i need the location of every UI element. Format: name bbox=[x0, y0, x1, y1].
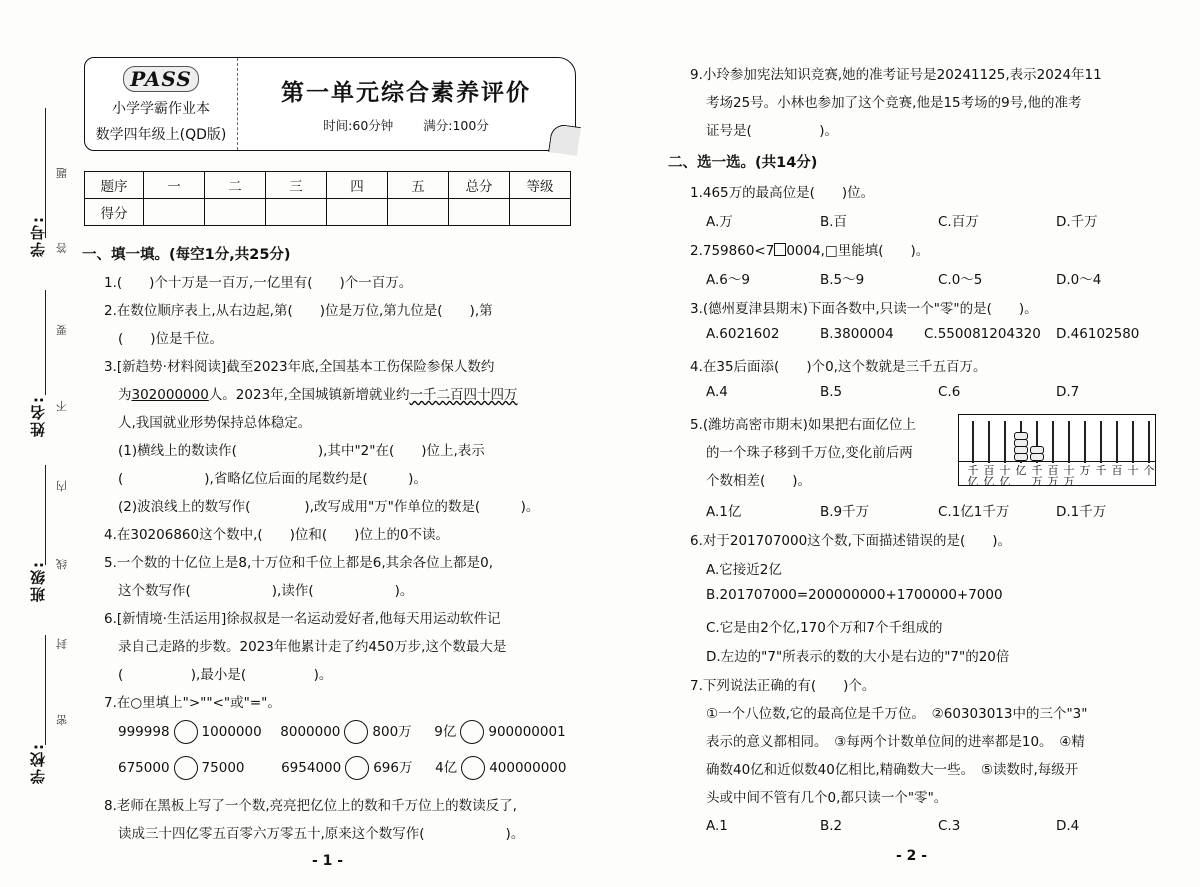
student-id-label: 学号: bbox=[29, 215, 47, 257]
choice-1: 1.465万的最高位是( )位。 bbox=[690, 185, 875, 201]
option[interactable]: D.左边的"7"所表示的数的大小是右边的"7"的20倍 bbox=[706, 649, 1010, 665]
blank-box bbox=[774, 243, 786, 256]
exam-header bbox=[84, 57, 576, 151]
option[interactable]: B.5～9 bbox=[820, 272, 865, 288]
question-text: 2.759860<7 bbox=[690, 243, 775, 259]
abacus-rod bbox=[1052, 421, 1054, 463]
abacus-diagram bbox=[958, 414, 1156, 486]
abacus-rod bbox=[1004, 421, 1006, 463]
option[interactable]: D.46102580 bbox=[1056, 326, 1140, 342]
option[interactable]: D.7 bbox=[1056, 384, 1080, 400]
question-5-cont: 这个数写作( ),读作( )。 bbox=[118, 583, 414, 599]
question-text: 徐叔叔是一名运动爱好者,他每天用运动软件记 bbox=[226, 611, 501, 627]
brand-panel bbox=[85, 58, 238, 150]
choice-5-line2: 的一个珠子移到千万位,变化前后两 bbox=[706, 445, 913, 461]
choice-3-options bbox=[706, 326, 1139, 342]
option[interactable]: A.万 bbox=[706, 214, 733, 230]
class-label: 班级: bbox=[29, 560, 47, 602]
seal-word: 不 bbox=[56, 399, 67, 412]
option[interactable]: B.3800004 bbox=[820, 326, 894, 342]
abacus-bead bbox=[1014, 453, 1028, 461]
underlined-number: 302000000 bbox=[131, 387, 209, 403]
option[interactable]: C.百万 bbox=[938, 214, 979, 230]
abacus-rod bbox=[1148, 421, 1150, 463]
compare-row-1 bbox=[118, 720, 566, 744]
choice-5: 5.(潍坊高密市期末)如果把右面亿位上 bbox=[690, 417, 916, 433]
seal-word: 内 bbox=[56, 479, 67, 492]
abacus-place-label: 千亿 bbox=[967, 464, 979, 488]
abacus-place-label: 十万 bbox=[1063, 464, 1075, 488]
abacus-rod bbox=[1100, 421, 1102, 463]
compare-right: 900000001 bbox=[488, 724, 566, 740]
abacus-rod bbox=[988, 421, 990, 463]
binding-line bbox=[45, 290, 46, 395]
compare-circle[interactable] bbox=[174, 756, 198, 780]
grade-label: 数学四年级上(QD版) bbox=[95, 127, 227, 143]
choice-7-statements: 确数40亿和近似数40亿相比,精确数大一些。 ⑤读数时,每级开 bbox=[706, 762, 1079, 778]
option[interactable]: D.1千万 bbox=[1056, 504, 1107, 520]
question-6-line2: 录自己走路的步数。2023年他累计走了约450万步,这个数最大是 bbox=[118, 639, 507, 655]
tag-new-trend: 新趋势·材料阅读 bbox=[122, 359, 221, 375]
abacus-place-label: 千万 bbox=[1031, 464, 1043, 488]
question-9: 9.小玲参加宪法知识竞赛,她的准考证号是20241125,表示2024年11 bbox=[690, 67, 1102, 83]
table-cell: 等级 bbox=[510, 172, 571, 199]
choice-7: 7.下列说法正确的有( )个。 bbox=[690, 678, 876, 694]
compare-right: 75000 bbox=[201, 760, 245, 776]
section-1-title: 一、填一填。(每空1分,共25分) bbox=[82, 247, 291, 263]
score-input-cell[interactable] bbox=[144, 199, 205, 226]
compare-left: 8000000 bbox=[280, 724, 341, 740]
abacus-bead bbox=[1014, 432, 1028, 440]
question-5: 5.一个数的十亿位上是8,十万位和千位上都是6,其余各位上都是0, bbox=[104, 555, 494, 571]
seal-word: 封 bbox=[56, 637, 67, 650]
option[interactable]: A.1亿 bbox=[706, 504, 742, 520]
pass-logo: PASS bbox=[123, 66, 199, 92]
choice-2 bbox=[690, 239, 929, 259]
compare-circle[interactable] bbox=[174, 720, 198, 744]
binding-line bbox=[45, 635, 46, 745]
question-7: 7.在○里填上">""<"或"="。 bbox=[104, 695, 281, 711]
option[interactable]: B.9千万 bbox=[820, 504, 870, 520]
question-number: 6. bbox=[104, 611, 117, 627]
option[interactable]: C.0～5 bbox=[938, 272, 983, 288]
exam-meta bbox=[237, 116, 575, 134]
choice-6: 6.对于201707000这个数,下面描述错误的是( )。 bbox=[690, 533, 1012, 549]
abacus-rod bbox=[1116, 421, 1118, 463]
question-9-line2: 考场25号。小林也参加了这个竞赛,他是15考场的9号,他的准考 bbox=[706, 95, 1082, 111]
score-table bbox=[84, 171, 571, 226]
question-text: 人。2023年,全国城镇新增就业约 bbox=[208, 387, 410, 403]
table-cell: 题序 bbox=[85, 172, 144, 199]
page-number-1: - 1 - bbox=[312, 853, 344, 869]
seal-word: 密 bbox=[56, 713, 67, 726]
compare-circle[interactable] bbox=[461, 756, 485, 780]
option[interactable]: D.4 bbox=[1056, 818, 1080, 834]
question-8-cont: 读成三十四亿零五百零六万零五十,原来这个数写作( )。 bbox=[118, 826, 525, 842]
choice-7-options bbox=[706, 818, 1079, 834]
abacus-bead bbox=[1030, 446, 1044, 454]
compare-circle[interactable] bbox=[345, 756, 369, 780]
question-3-sub1-cont: ( ),省略亿位后面的尾数约是( )。 bbox=[118, 471, 427, 487]
option[interactable]: B.2 bbox=[820, 818, 843, 834]
wavy-underlined-number: 一千二百四十四万 bbox=[409, 387, 518, 403]
compare-left: 999998 bbox=[118, 724, 170, 740]
seal-word: 答 bbox=[56, 241, 67, 254]
option[interactable]: A.4 bbox=[706, 384, 728, 400]
option[interactable]: A.6021602 bbox=[706, 326, 780, 342]
option[interactable]: C.它是由2个亿,170个万和7个千组成的 bbox=[706, 620, 943, 636]
exam-title: 第一单元综合素养评价 bbox=[281, 79, 531, 106]
option[interactable]: C.6 bbox=[938, 384, 961, 400]
question-9-line3: 证号是( )。 bbox=[706, 123, 839, 139]
compare-right: 696万 bbox=[373, 760, 413, 776]
question-3-line3: 人,我国就业形势保持总体稳定。 bbox=[118, 415, 312, 431]
seal-word: 要 bbox=[56, 323, 67, 336]
compare-left: 675000 bbox=[118, 760, 170, 776]
compare-left: 9亿 bbox=[434, 724, 457, 740]
seal-word: 线 bbox=[56, 557, 67, 570]
abacus-place-label: 十亿 bbox=[999, 464, 1011, 488]
choice-5-line3: 个数相差( )。 bbox=[706, 473, 812, 489]
section-2-title: 二、选一选。(共14分) bbox=[668, 155, 818, 171]
option[interactable]: C.1亿1千万 bbox=[938, 504, 1010, 520]
time-limit: 时间:60分钟 bbox=[323, 118, 394, 133]
question-text: 截至2023年底,全国基本工伤保险参保人数约 bbox=[226, 359, 495, 375]
option[interactable]: C.3 bbox=[938, 818, 961, 834]
abacus-rod bbox=[1068, 421, 1070, 463]
compare-left: 6954000 bbox=[281, 760, 342, 776]
option[interactable]: D.0～4 bbox=[1056, 272, 1102, 288]
abacus-place-label: 十 bbox=[1127, 464, 1139, 477]
score-input-cell[interactable] bbox=[388, 199, 449, 226]
question-text: 为 bbox=[118, 387, 132, 403]
binding-line bbox=[45, 465, 46, 565]
choice-7-statements: 头或中间不管有几个0,都只读一个"零"。 bbox=[706, 790, 948, 806]
compare-row-2 bbox=[118, 756, 567, 780]
question-number: 3. bbox=[104, 359, 117, 375]
option[interactable]: A.1 bbox=[706, 818, 728, 834]
table-cell: 二 bbox=[205, 172, 266, 199]
question-2: 2.在数位顺序表上,从右边起,第( )位是万位,第九位是( ),第 bbox=[104, 303, 493, 319]
choice-3: 3.(德州夏津县期末)下面各数中,只读一个"零"的是( )。 bbox=[690, 301, 1038, 317]
choice-7-statements: ①一个八位数,它的最高位是千万位。 ②60303013中的三个"3" bbox=[706, 706, 1088, 722]
choice-7-statements: 表示的意义都相同。 ③每两个计数单位间的进率都是10。 ④精 bbox=[706, 734, 1085, 750]
compare-circle[interactable] bbox=[460, 720, 484, 744]
abacus-bead bbox=[1014, 446, 1028, 454]
choice-1-options bbox=[706, 210, 1098, 230]
abacus-place-label: 亿 bbox=[1015, 464, 1027, 477]
table-cell: 四 bbox=[327, 172, 388, 199]
abacus-place-label: 百 bbox=[1111, 464, 1123, 477]
table-cell: 三 bbox=[266, 172, 327, 199]
table-row bbox=[85, 199, 571, 226]
option[interactable]: A.6～9 bbox=[706, 272, 750, 288]
score-input-cell[interactable] bbox=[205, 199, 266, 226]
compare-left: 4亿 bbox=[435, 760, 458, 776]
choice-4: 4.在35后面添( )个0,这个数就是三千五百万。 bbox=[690, 359, 987, 375]
abacus-bead bbox=[1030, 453, 1044, 461]
question-2-cont: ( )位是千位。 bbox=[118, 331, 224, 347]
question-3-sub1: (1)横线上的数读作( ),其中"2"在( )位上,表示 bbox=[118, 443, 485, 459]
table-cell: 五 bbox=[388, 172, 449, 199]
question-3: 3.[新趋势·材料阅读]截至2023年底,全国基本工伤保险参保人数约 bbox=[104, 359, 495, 375]
question-3-line2 bbox=[118, 383, 517, 403]
compare-right: 400000000 bbox=[489, 760, 567, 776]
choice-2-options bbox=[706, 268, 1101, 288]
name-label: 姓名: bbox=[29, 395, 47, 437]
score-input-cell[interactable] bbox=[449, 199, 510, 226]
question-6-line3: ( ),最小是( )。 bbox=[118, 667, 333, 683]
question-4: 4.在30206860这个数中,( )位和( )位上的0不读。 bbox=[104, 527, 450, 543]
choice-5-options bbox=[706, 500, 1106, 520]
question-3-sub2: (2)波浪线上的数写作( ),改写成用"万"作单位的数是( )。 bbox=[118, 499, 540, 515]
compare-right: 1000000 bbox=[201, 724, 262, 740]
question-text: 0004,□里能填( )。 bbox=[786, 243, 930, 259]
option[interactable]: B.5 bbox=[820, 384, 843, 400]
compare-right: 800万 bbox=[372, 724, 412, 740]
option[interactable]: A.它接近2亿 bbox=[706, 562, 782, 578]
table-cell: 总分 bbox=[449, 172, 510, 199]
abacus-rod bbox=[1084, 421, 1086, 463]
abacus-place-label: 百亿 bbox=[983, 464, 995, 488]
option[interactable]: B.201707000=200000000+1700000+7000 bbox=[706, 587, 1003, 603]
question-1: 1.( )个十万是一百万,一亿里有( )个一百万。 bbox=[104, 275, 413, 291]
abacus-place-label: 万 bbox=[1079, 464, 1091, 477]
question-8: 8.老师在黑板上写了一个数,亮亮把亿位上的数和千万位上的数读反了, bbox=[104, 798, 517, 814]
abacus-rod bbox=[972, 421, 974, 463]
score-input-cell[interactable] bbox=[327, 199, 388, 226]
compare-circle[interactable] bbox=[344, 720, 368, 744]
table-row bbox=[85, 172, 571, 199]
choice-4-options bbox=[706, 384, 1079, 400]
brand-name: 小学学霸作业本 bbox=[112, 101, 210, 117]
full-score: 满分:100分 bbox=[423, 118, 489, 133]
page-number-2: - 2 - bbox=[896, 848, 928, 864]
table-cell: 得分 bbox=[85, 199, 144, 226]
abacus-place-label: 个 bbox=[1143, 464, 1155, 477]
option[interactable]: D.千万 bbox=[1056, 214, 1098, 230]
table-cell: 一 bbox=[144, 172, 205, 199]
seal-word: 题 bbox=[56, 166, 67, 179]
option[interactable]: B.百 bbox=[820, 214, 848, 230]
question-6: 6.[新情境·生活运用]徐叔叔是一名运动爱好者,他每天用运动软件记 bbox=[104, 611, 501, 627]
option[interactable]: C.550081204320 bbox=[924, 326, 1041, 342]
abacus-place-label: 千 bbox=[1095, 464, 1107, 477]
abacus-place-label: 百万 bbox=[1047, 464, 1059, 488]
tag-new-context: 新情境·生活运用 bbox=[122, 611, 221, 627]
abacus-rod bbox=[1132, 421, 1134, 463]
school-label: 学校: bbox=[29, 742, 47, 784]
abacus-bead bbox=[1014, 439, 1028, 447]
score-input-cell[interactable] bbox=[510, 199, 571, 226]
score-input-cell[interactable] bbox=[266, 199, 327, 226]
